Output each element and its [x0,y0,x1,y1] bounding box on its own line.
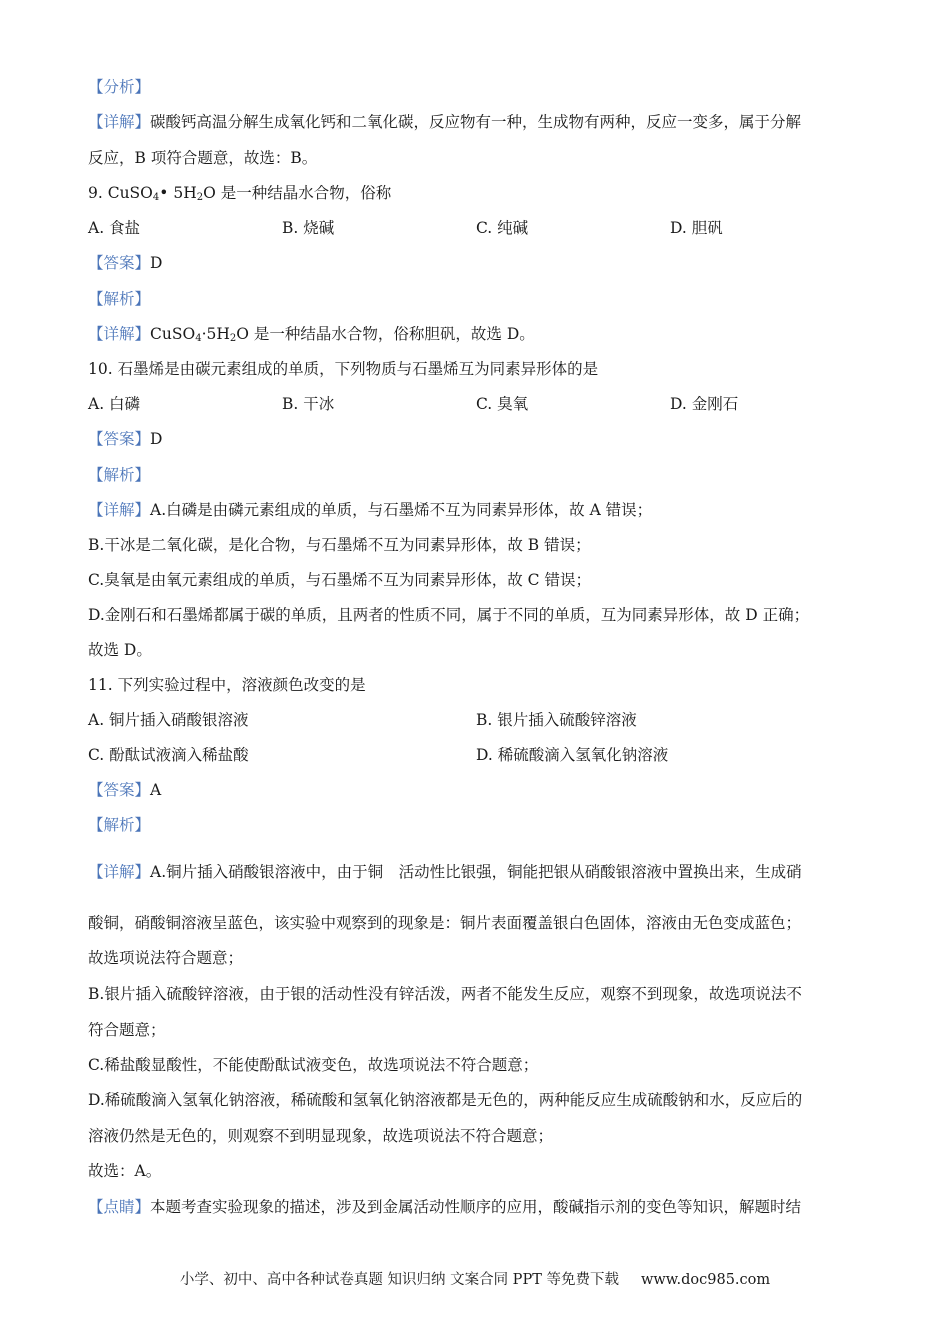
q11-detail-line-7: D.稀硫酸滴入氢氧化钠溶液，稀硫酸和氢氧化钠溶液都是无色的，两种能反应生成硫酸钠和水，反应后的 [88,1091,803,1109]
q11-detail-line-8: 溶液仍然是无色的，则观察不到明显现象，故选项说法不符合题意； [88,1127,554,1145]
q9-analysis-heading: 【解析】 [88,290,151,308]
q10-option-d: D. 金刚石 [670,395,739,413]
q10-analysis-heading: 【解析】 [88,466,151,484]
q11-question: 11. 下列实验过程中，溶液颜色改变的是 [88,676,366,694]
q11-answer: 【答案】A [88,781,162,799]
q11-analysis-heading: 【解析】 [88,816,151,834]
q11-detail-line-5: 符合题意； [88,1021,166,1039]
q9-option-d: D. 胆矾 [670,219,723,237]
footer-url: www.doc985.com [640,1272,771,1288]
q11-option-c: C. 酚酞试液滴入稀盐酸 [88,746,249,764]
q9-question: 9. CuSO$_4$• $5H_2O$ 是一种结晶水合物，俗称 [88,184,392,203]
q11-key-points: 【点睛】本题考查实验现象的描述，涉及到金属活动性顺序的应用，酸碱指示剂的变色等知识，解题时结 [88,1198,802,1216]
q10-detail-line-4: D.金刚石和石墨烯都属于碳的单质，且两者的性质不同，属于不同的单质，互为同素异形体，故 D 正确； [88,606,810,624]
q10-option-a: A. 白磷 [88,395,141,413]
q9-option-a: A. 食盐 [88,219,141,237]
analysis-heading: 【分析】 [88,78,151,96]
q9-answer: 【答案】D [88,254,163,272]
q11-option-a: A. 铜片插入硝酸银溶液 [88,711,249,729]
q8-detail-line-2: 反应，B 项符合题意，故选：B。 [88,149,318,167]
q11-detail-line-6: C.稀盐酸显酸性，不能使酚酞试液变色，故选项说法不符合题意； [88,1056,539,1074]
q11-detail-line-3: 故选项说法符合题意； [88,949,244,967]
q11-option-d: D. 稀硫酸滴入氢氧化钠溶液 [476,746,669,764]
q11-option-b: B. 银片插入硫酸锌溶液 [476,711,637,729]
q11-detail-line-4: B.银片插入硫酸锌溶液，由于银的活动性没有锌活泼，两者不能发生反应，观察不到现象，故选项说法不 [88,985,802,1003]
q10-option-b: B. 干冰 [282,395,335,413]
q10-question: 10. 石墨烯是由碳元素组成的单质，下列物质与石墨烯互为同素异形体的是 [88,360,599,378]
q11-detail-line-2: 酸铜，硝酸铜溶液呈蓝色，该实验中观察到的现象是：铜片表面覆盖银白色固体，溶液由无色变成蓝色； [88,914,802,932]
q11-detail-line-1: 【详解】A.铜片插入硝酸银溶液中，由于铜 活动性比银强，铜能把银从硝酸银溶液中置换出来，生成硝 [88,863,802,881]
q8-detail-line-1: 【详解】碳酸钙高温分解生成氧化钙和二氧化碳，反应物有一种，生成物有两种，反应一变多，属于分解 [88,113,802,131]
q10-detail-line-2: B.干冰是二氧化碳，是化合物，与石墨烯不互为同素异形体，故 B 错误； [88,536,591,554]
q11-detail-line-9: 故选：A。 [88,1162,162,1180]
q9-option-c: C. 纯碱 [476,219,529,237]
q10-option-c: C. 臭氧 [476,395,529,413]
q10-answer: 【答案】D [88,430,163,448]
q10-detail-line-1: 【详解】A.白磷是由磷元素组成的单质，与石墨烯不互为同素异形体，故 A 错误； [88,501,653,519]
q9-option-b: B. 烧碱 [282,219,335,237]
page-footer [0,1268,950,1289]
q10-detail-line-5: 故选 D。 [88,641,152,659]
q10-detail-line-3: C.臭氧是由氧元素组成的单质，与石墨烯不互为同素异形体，故 C 错误； [88,571,591,589]
footer-text: 小学、初中、高中各种试卷真题 知识归纳 文案合同 PPT 等免费下载 [179,1272,619,1288]
q9-detail: 【详解】$CuSO_4\cdot 5H_2O$ 是一种结晶水合物，俗称胆矾，故选 D。 [88,325,535,344]
